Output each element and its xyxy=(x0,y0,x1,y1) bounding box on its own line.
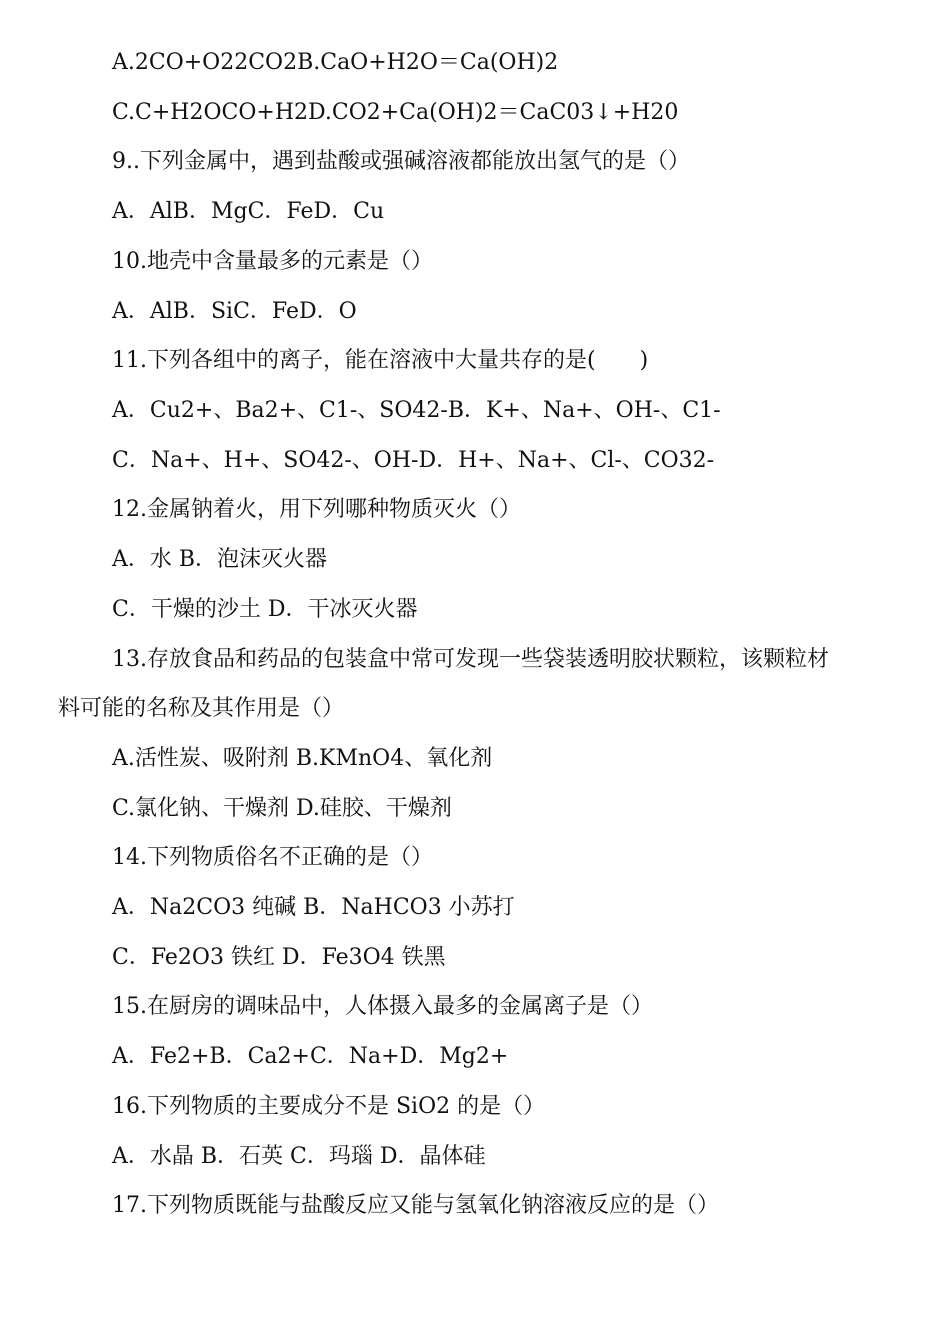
question-15: 15.在厨房的调味品中，人体摄入最多的金属离子是（） xyxy=(112,994,653,1019)
answer-options-line: A.2CO+O22CO2B.CaO+H2O＝Ca(OH)2 xyxy=(112,50,559,75)
answer-options-line: A.活性炭、吸附剂 B.KMnO4、氧化剂 xyxy=(112,746,493,771)
question-10: 10.地壳中含量最多的元素是（） xyxy=(112,249,433,274)
answer-options-line: A．Na2CO3 纯碱 B．NaHCO3 小苏打 xyxy=(112,895,515,920)
question-13-continuation: 料可能的名称及其作用是（） xyxy=(58,696,345,721)
question-13: 13.存放食品和药品的包装盒中常可发现一些袋装透明胶状颗粒，该颗粒材 xyxy=(112,647,829,672)
answer-options-line: C.氯化钠、干燥剂 D.硅胶、干燥剂 xyxy=(112,796,452,821)
answer-options-line: C．干燥的沙土 D．干冰灭火器 xyxy=(112,597,418,622)
answer-options-line: A．水晶 B．石英 C．玛瑙 D．晶体硅 xyxy=(112,1144,486,1169)
answer-options-line: A．AlB．MgC．FeD．Cu xyxy=(112,199,385,224)
question-12: 12.金属钠着火，用下列哪种物质灭火（） xyxy=(112,497,521,522)
question-9: 9..下列金属中，遇到盐酸或强碱溶液都能放出氢气的是（） xyxy=(112,149,690,174)
question-17: 17.下列物质既能与盐酸反应又能与氢氧化钠溶液反应的是（） xyxy=(112,1193,719,1218)
answer-options-line: A．Fe2+B．Ca2+C．Na+D．Mg2+ xyxy=(112,1044,509,1069)
answer-options-line: A．AlB．SiC．FeD．O xyxy=(112,299,357,324)
answer-options-line: C．Na+、H+、SO42-、OH-D．H+、Na+、Cl-、CO32- xyxy=(112,448,715,473)
answer-options-line: C．Fe2O3 铁红 D．Fe3O4 铁黑 xyxy=(112,945,446,970)
answer-options-line: C.C+H2OCO+H2D.CO2+Ca(OH)2＝CaC03↓+H20 xyxy=(112,100,679,125)
answer-options-line: A．水 B．泡沫灭火器 xyxy=(112,547,328,572)
question-11: 11.下列各组中的离子，能在溶液中大量共存的是( ) xyxy=(112,348,649,373)
question-14: 14.下列物质俗名不正确的是（） xyxy=(112,845,433,870)
answer-options-line: A．Cu2+、Ba2+、C1-、SO42-B．K+、Na+、OH-、C1- xyxy=(112,398,721,423)
question-16: 16.下列物质的主要成分不是 SiO2 的是（） xyxy=(112,1094,546,1119)
